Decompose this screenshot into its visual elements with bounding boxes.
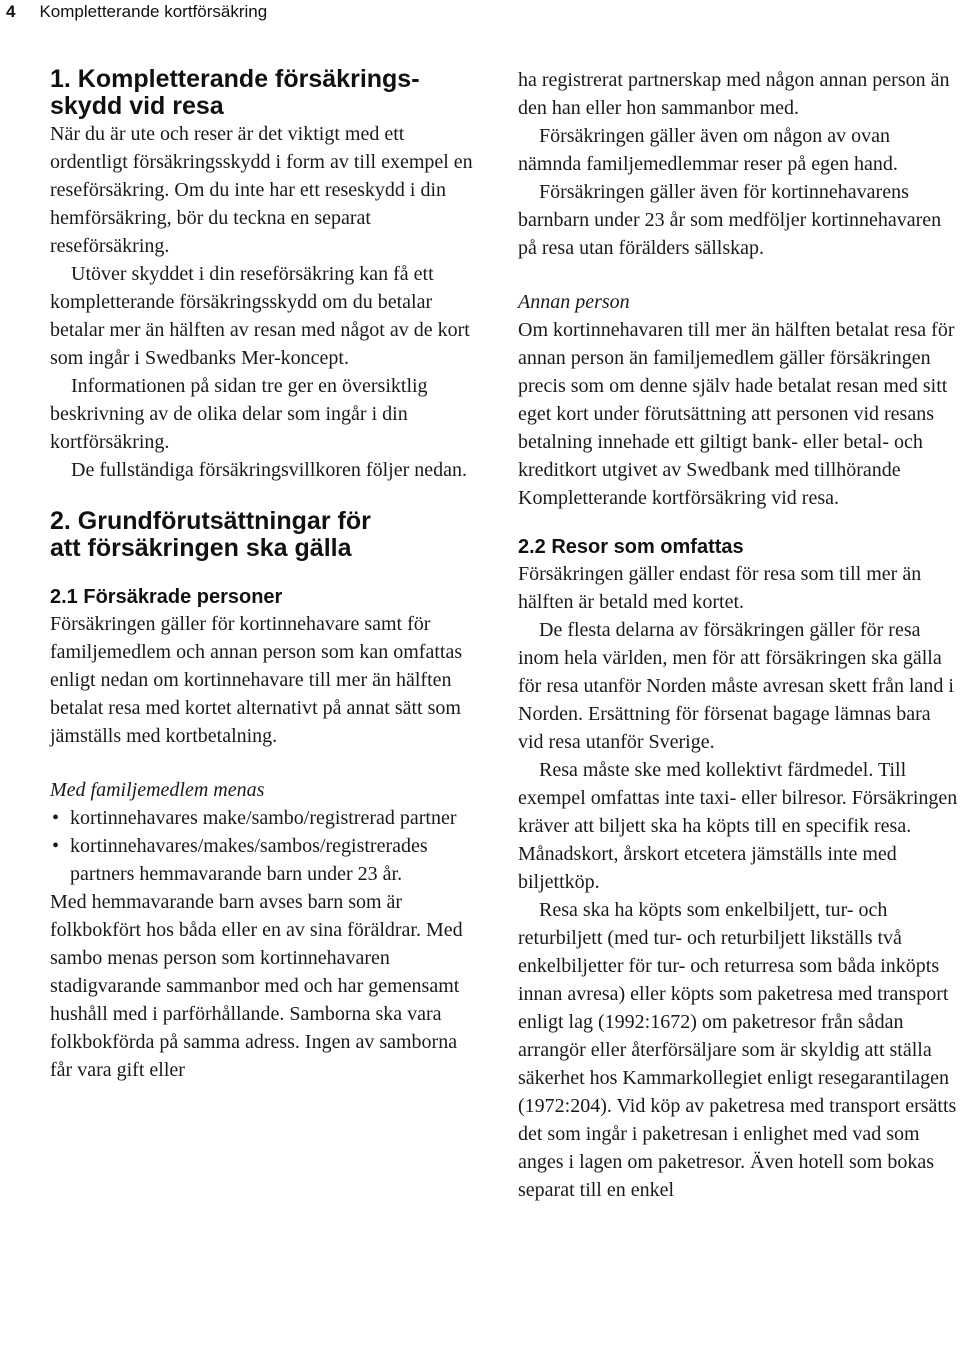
other-person-heading: Annan person <box>518 291 630 313</box>
subsection-2-2-paragraph-4: Resa ska ha köpts som enkelbiljett, tur- och returbiljett (med tur- och returbiljett likställs två enkelbiljetter för tur- och returresa som båda inköpts innan avresa) eller köpts som paketresa med transport enligt lag (1992:1672) om paketresor från sådan arrangör eller återförsäljare som är skyldig att ställa säkerhet hos Kammarkollegiet enligt resegarantilagen (1972:204). Vid köp av paketresa med transport ersätts det som ingår i paketresan i enlighet med vad som anges i lagen om paketresor. Även hotell som bokas separat till en enkel <box>518 899 957 1201</box>
right-column <box>518 66 958 1204</box>
subsection-2-2-heading: 2.2 Resor som omfattas <box>518 536 744 558</box>
section-1-paragraph-1: När du är ute och reser är det viktigt med ett ordentligt försäkringsskydd i form av till exempel en reseförsäkring. Om du inte har ett reseskydd i din hemförsäkring, bör du teckna en separat reseförsäkring. <box>50 123 473 257</box>
section-1-heading-line-2: skydd vid resa <box>50 92 224 120</box>
page-number: 4 <box>6 2 16 21</box>
subsection-2-1-heading: 2.1 Försäkrade personer <box>50 586 283 608</box>
running-header <box>6 2 267 22</box>
list-item <box>50 804 482 832</box>
continued-paragraph: ha registrerat partnerskap med någon annan person än den han eller hon sammanbor med. <box>518 69 950 119</box>
list-item-text: kortinnehavares/makes/sambos/registrerades partners hemmavarande barn under 23 år. <box>70 835 428 885</box>
section-2-heading-line-1: 2. Grundförutsättningar för <box>50 507 371 535</box>
family-members-heading: Med familjemedlem menas <box>50 779 265 801</box>
section-1-heading <box>50 66 482 120</box>
family-members-list <box>50 804 482 888</box>
section-1-heading-line-1: 1. Kompletterande försäkrings- <box>50 65 420 93</box>
section-2-heading <box>50 508 482 562</box>
left-column <box>50 66 482 1084</box>
section-1-paragraph-3: Informationen på sidan tre ger en översiktlig beskrivning av de olika delar som ingår i din kortförsäkring. <box>50 375 428 453</box>
other-person-paragraph: Om kortinnehavaren till mer än hälften betalat resa för annan person än familjemedlem gäller försäkringen precis som om denne själv hade betalat resan med sitt eget kort under förutsättning att personen vid resans betalning innehade ett giltigt bank- eller betal- och kreditkort utgivet av Swedbank med tillhörande Kompletterande kortförsäkring vid resa. <box>518 319 955 509</box>
subsection-2-2-paragraph-1: Försäkringen gäller endast för resa som till mer än hälften är betald med kortet. <box>518 563 922 613</box>
running-title: Kompletterande kortförsäkring <box>39 2 268 21</box>
bullet-icon: • <box>52 807 60 829</box>
right-paragraph-2: Försäkringen gäller även för kortinnehavarens barnbarn under 23 år som medföljer kortinnehavaren på resa utan förälders sällskap. <box>518 181 942 259</box>
subsection-2-1-paragraph: Försäkringen gäller för kortinnehavare samt för familjemedlem och annan person som kan omfattas enligt nedan om kortinnehavare till mer än hälften betalat resa med kortet alternativt på annat sätt som jämställs med kortbetalning. <box>50 613 463 747</box>
subsection-2-2-paragraph-2: De flesta delarna av försäkringen gäller för resa inom hela världen, men för att försäkringen ska gälla för resa utanför Norden måste avresan skett från land i Norden. Ersättning för försenat bagage lämnas bara vid resa utanför Sverige. <box>518 619 954 753</box>
section-1-paragraph-4: De fullständiga försäkringsvillkoren följer nedan. <box>71 459 467 481</box>
section-2-heading-line-2: att försäkringen ska gälla <box>50 534 352 562</box>
list-item <box>50 832 482 888</box>
subsection-2-2-paragraph-3: Resa måste ske med kollektivt färdmedel. Till exempel omfattas inte taxi- eller bilresor. Försäkringen kräver att biljett ska ha köpts till en specifik resa. Månadskort, årskort etcetera jämställs inte med biljettköp. <box>518 759 958 893</box>
bullet-icon: • <box>52 835 60 857</box>
right-paragraph-1: Försäkringen gäller även om någon av ovan nämnda familjemedlemmar reser på egen hand. <box>518 125 898 175</box>
family-members-paragraph: Med hemmavarande barn avses barn som är folkbokfört hos båda eller en av sina föräldrar. Med sambo menas person som kortinnehavaren stadigvarande sammanbor med och har gemensamt hushåll med i parförhållande. Samborna ska vara folkbokförda på samma adress. Ingen av samborna får vara gift eller <box>50 891 463 1081</box>
section-1-paragraph-2: Utöver skyddet i din reseförsäkring kan få ett kompletterande försäkringsskydd om du betalar betalar mer än hälften av resan med något av de kort som ingår i Swedbanks Mer-koncept. <box>50 263 470 369</box>
list-item-text: kortinnehavares make/sambo/registrerad partner <box>70 807 457 829</box>
